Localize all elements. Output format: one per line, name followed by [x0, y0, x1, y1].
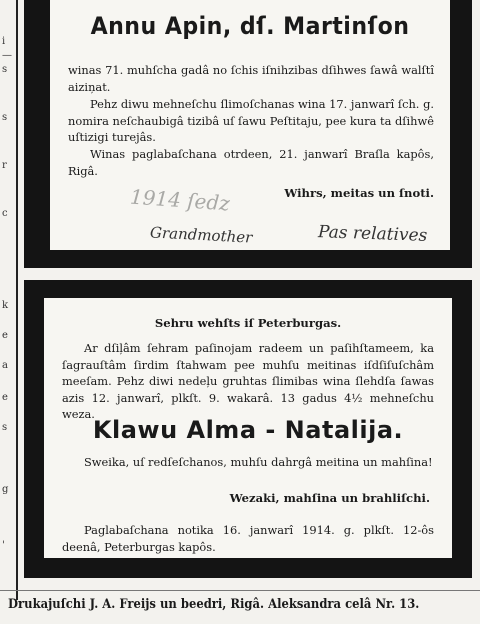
margin-char: g	[2, 484, 9, 495]
margin-char: s	[2, 64, 8, 75]
margin-char: a	[2, 360, 8, 371]
notice-signature: Wihrs, meitas un ſnoti.	[284, 186, 434, 200]
margin-char: s	[2, 112, 8, 123]
notice-paragraph: winas 71. muhſcha gadâ no ſchis iſnihzibas dſihwes ſawâ walſtî aiziņat.	[68, 63, 434, 94]
notice-heading: Sehru wehſts iſ Peterburgas.	[154, 316, 342, 330]
notice-paragraph: Paglabaſchana notika 16. janwarî 1914. g. plkſt. 12-ôs deenâ, Peterburgas kapôs.	[62, 523, 434, 554]
handwritten-note-right: Pas relatives	[317, 222, 428, 246]
notice-paragraph: Ar dſiļâm ſehram paſinojam radeem un paſihſtameem, ka ſagrauſtâm ſirdim ſtahwam pee muhſu meitinas iſdſiſuſchâm meeſam. Pehz diwi nedeļu gruhtas ſlimibas wina ſlehdſa ſawas azis 12. janwarî, plkſt. 9. wakarâ. 13 gadus 4½ mehneſchu weza.	[62, 341, 434, 421]
margin-char: c	[2, 208, 8, 219]
margin-char: r	[2, 160, 7, 171]
obituary-notice-klawu	[24, 280, 472, 578]
notice-paragraph: Pehz diwu mehneſchu ſlimoſchanas wina 17. janwarî ſch. g. nomira neſchaubigâ tizibâ uſ ſawu Peſtitaju, pee kura ta dſihwê uſtizigi turejâs.	[68, 97, 434, 144]
margin-char: e	[2, 330, 8, 341]
pencil-annotation: 1914 ſedz	[129, 184, 231, 216]
left-margin-fragment	[0, 0, 22, 600]
obituary-notice-apin	[24, 0, 472, 268]
handwritten-note-left: Grandmother	[149, 223, 253, 247]
notice-paragraph: Sweika, uſ redſeſchanos, muhſu dahrgâ meitina un mahſina!	[84, 455, 433, 469]
margin-char: e	[2, 392, 8, 403]
printer-imprint: Drukajuſchi J. A. Freijs un beedri, Rigâ. Aleksandra celâ Nr. 13.	[8, 596, 420, 611]
footer-divider	[0, 590, 480, 591]
margin-char: k	[2, 300, 9, 311]
margin-char: '	[2, 540, 5, 551]
margin-char: —	[2, 50, 12, 61]
notice-paragraph: Winas paglabaſchana otrdeen, 21. janwarî Braſla kapôs, Rigâ.	[68, 147, 434, 178]
margin-char: i	[2, 36, 6, 47]
margin-char: s	[2, 422, 8, 433]
column-rule	[16, 0, 18, 600]
notice-signature: Wezaki, mahſina un brahliſchi.	[229, 491, 430, 505]
notice-title: Klawu Alma - Natalija.	[92, 416, 404, 444]
notice-title: Annu Apin, dſ. Martinſon	[90, 12, 410, 40]
